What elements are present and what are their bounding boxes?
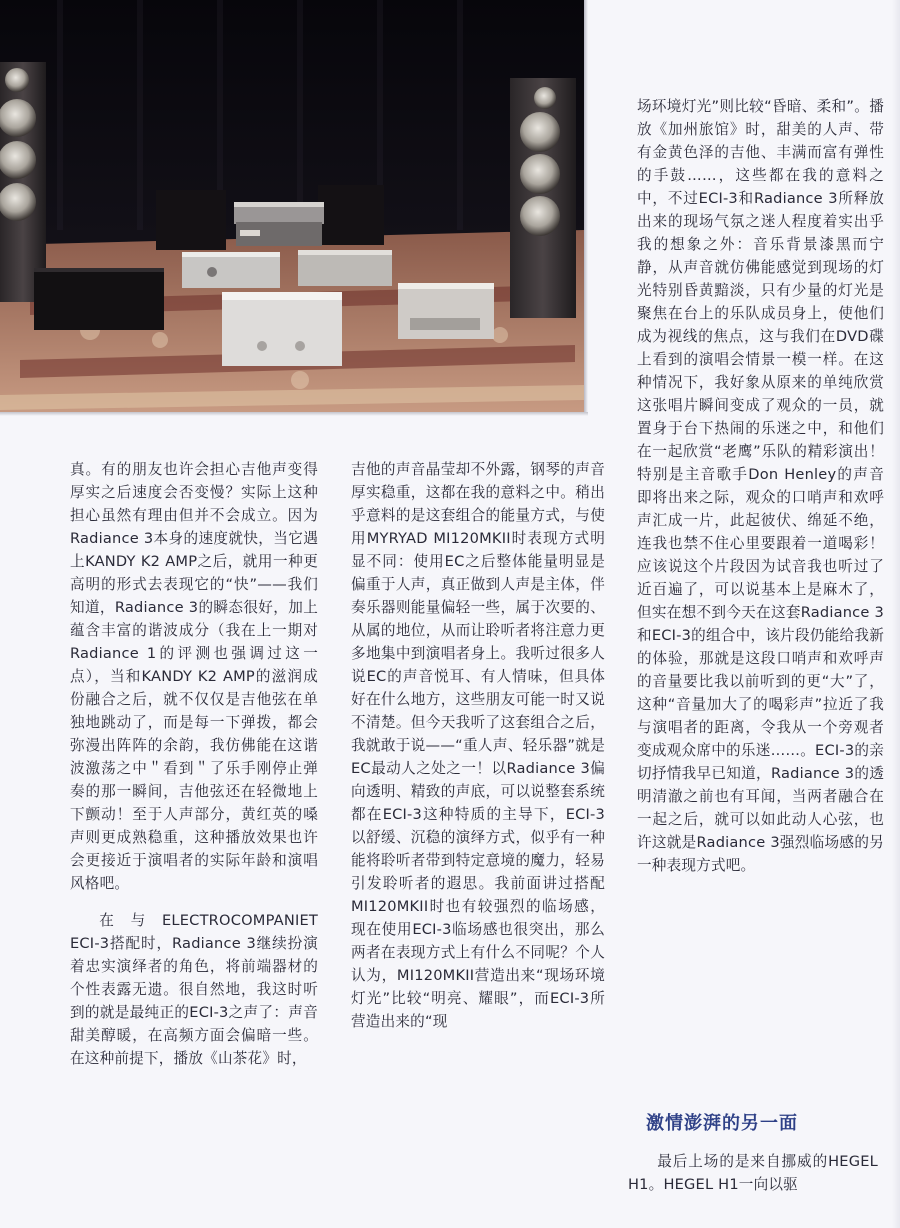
article-column-left	[70, 458, 318, 1210]
paragraph: 真。有的朋友也许会担心吉他声变得厚实之后速度会否变慢？实际上这种担心虽然有理由但并不会成立。因为Radiance 3本身的速度就快，当它遇上KANDY K2 AMP之后，就用一种更高明的形式去表现它的“快”——我们知道，Radiance 3的瞬态很好，加上蕴含丰富的谐波成分（我在上一期对Radiance 1的评测也强调过这一点），当和KANDY K2 AMP的滋润成份融合之后，就不仅仅是吉他弦在单独地跳动了，而是每一下弹拨，都会弥漫出阵阵的余韵，我仿佛能在这谐波激荡之中＂看到＂了乐手刚停止弹奏的那一瞬间，吉他弦还在轻微地上下颤动！至于人声部分，黄红英的嗓声则更成熟稳重，这种播放效果也许会更接近于演唱者的实际年龄和演唱风格吧。	[70, 461, 318, 892]
photo-bottom-shadow	[0, 412, 588, 416]
paragraph: 场环境灯光”则比较“昏暗、柔和”。播放《加州旅馆》时，甜美的人声、带有金黄色泽的吉他、丰满而富有弹性的手鼓……，这些都在我的意料之中，不过ECI-3和Radiance 3所释放出来的现场气氛之迷人程度着实出乎我的想象之外：音乐背景漆黑而宁静，从声音就仿佛能感觉到现场的灯光特别昏黄黯淡，只有少量的灯光是聚焦在台上的乐队成员身上，使他们成为视线的焦点，这与我们在DVD碟上看到的演唱会情景一模一样。在这种情况下，我好象从原来的单纯欣赏这张唱片瞬间变成了观众的一员，就置身于台下热闹的乐迷之中，和他们在一起欣赏“老鹰”乐队的精彩演出！特别是主音歌手Don Henley的声音即将出来之际，观众的口哨声和欢呼声汇成一片，此起彼伏、绵延不绝，连我也禁不住心里要跟着一道喝彩！应该说这个片段因为试音我也听过了近百遍了，可以说基本上是麻木了，但实在想不到今天在这套Radiance 3和ECI-3的组合中，该片段仍能给我新的体验，那就是这段口哨声和欢呼声的音量要比我以前听到的更“大”了，这种“音量加大了的喝彩声”拉近了我与演唱者的距离，令我从一个旁观者变成观众席中的乐迷……。ECI-3的亲切抒情我早已知道，Radiance 3的透明清澈之前也有耳闻，当两者融合在一起之后，就可以如此动人心弦，也许这就是Radiance 3强烈临场感的另一种表现方式吧。	[637, 98, 884, 874]
article-column-right-continuation	[628, 1150, 878, 1210]
paragraph: 吉他的声音晶莹却不外露，钢琴的声音厚实稳重，这都在我的意料之中。稍出乎意料的是这套组合的能量方式，与使用MYRYAD MI120MKII时表现方式明显不同：使用EC之后整体能量明显是偏重于人声，真正做到人声是主体，伴奏乐器则能量偏轻一些，属于次要的、从属的地位，从而让聆听者将注意力更多地集中到演唱者身上。我听过很多人说EC的声音悦耳、有人情味，但具体好在什么地方，这些朋友可能一时又说不清楚。但今天我听了这套组合之后，我就敢于说——“重人声、轻乐器”就是EC最动人之处之一！以Radiance 3偏向透明、精致的声底，可以说整套系统都在ECI-3这种特质的主导下，ECI-3以舒缓、沉稳的演绎方式，似乎有一种能将聆听者带到特定意境的魔力，轻易引发聆听者的遐思。我前面讲过搭配MI120MKII时也有较强烈的临场感，现在使用ECI-3临场感也很突出，那么两者在表现方式上有什么不同呢？个人认为，MI120MKII营造出来“现场环境灯光”比较“明亮、耀眼”，而ECI-3所营造出来的“现	[351, 461, 605, 1030]
paragraph: 在与ELECTROCOMPANIET ECI-3搭配时，Radiance 3继续扮演着忠实演绎者的角色，将前端器材的个性表露无遗。很自然地，我这时听到的就是最纯正的ECI-3之声了：声音甜美醇暖，在高频方面会偏暗一些。在这种前提下，播放《山茶花》时，	[70, 912, 318, 1067]
article-column-middle	[351, 458, 605, 1210]
photo-shadow	[584, 0, 588, 412]
article-column-right	[637, 95, 884, 1085]
listening-room-illustration	[0, 0, 584, 412]
paragraph: 最后上场的是来自挪威的HEGEL H1。HEGEL H1一向以驱	[628, 1153, 878, 1193]
section-heading: 激情澎湃的另一面	[646, 1113, 798, 1134]
page-edge	[892, 0, 900, 1228]
listening-room-photo	[0, 0, 584, 412]
